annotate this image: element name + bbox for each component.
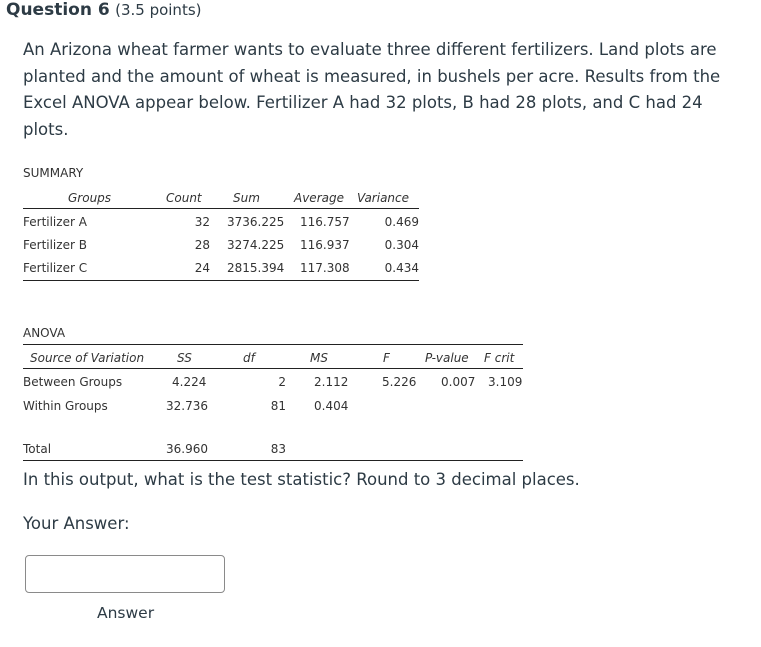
anova-header-source: Source of Variation (30, 351, 145, 365)
table-row: Fertilizer B (23, 238, 87, 252)
summary-cell: 24 (194, 261, 210, 275)
anova-cell: 81 (270, 399, 286, 413)
question-title: Question 6 (6, 0, 110, 20)
table-row: Within Groups (23, 399, 108, 413)
summary-label: SUMMARY (23, 166, 84, 180)
answer-input[interactable] (25, 555, 225, 593)
question-header (6, 0, 202, 20)
question-stem: In this output, what is the test statistic? Round to 3 decimal places. (23, 470, 580, 489)
question-body: An Arizona wheat farmer wants to evaluate three different fertilizers. Land plots are planted and the amount of wheat is measured, in bushels per acre. Results from the Excel ANOVA appear below. Fertilizer A had 32 plots, B had 28 plots, and C had 24 plots. (23, 40, 721, 139)
summary-cell: 0.304 (384, 238, 419, 252)
summary-cell: 117.308 (300, 261, 350, 275)
summary-header-count: Count (166, 191, 202, 205)
summary-cell: 0.434 (384, 261, 419, 275)
summary-cell: 32 (194, 215, 210, 229)
summary-cell: 2815.394 (227, 261, 285, 275)
anova-header-fcrit: F crit (484, 351, 515, 365)
table-row: Fertilizer A (23, 215, 87, 229)
summary-bottom-rule (23, 280, 419, 281)
question-points: (3.5 points) (115, 1, 202, 19)
summary-header-average: Average (294, 191, 344, 205)
anova-top-rule (23, 344, 523, 345)
anova-cell: 32.736 (166, 399, 208, 413)
anova-header-rule (23, 368, 523, 369)
summary-header-variance: Variance (357, 191, 410, 205)
anova-cell: 0.404 (314, 399, 349, 413)
table-row: Total (23, 442, 52, 456)
summary-cell: 116.757 (300, 215, 350, 229)
anova-header-df: df (243, 351, 255, 365)
summary-header-rule (23, 208, 419, 209)
answer-field-label: Answer (97, 604, 155, 622)
table-row: Between Groups (23, 375, 123, 389)
anova-bottom-rule (23, 460, 523, 461)
anova-header-f: F (383, 351, 390, 365)
summary-cell: 3274.225 (227, 238, 285, 252)
anova-header-ss: SS (177, 351, 192, 365)
anova-cell: 2.112 (314, 375, 349, 389)
anova-cell: 3.109 (488, 375, 523, 389)
summary-cell: 3736.225 (227, 215, 285, 229)
anova-header-ms: MS (310, 351, 328, 365)
anova-cell: 0.007 (441, 375, 476, 389)
anova-cell: 36.960 (166, 442, 208, 456)
summary-cell: 28 (194, 238, 210, 252)
your-answer-label: Your Answer: (23, 514, 130, 533)
anova-header-pvalue: P-value (425, 351, 469, 365)
anova-cell: 4.224 (172, 375, 207, 389)
summary-cell: 0.469 (384, 215, 419, 229)
anova-cell: 5.226 (382, 375, 417, 389)
summary-header-groups: Groups (68, 191, 112, 205)
table-row: Fertilizer C (23, 261, 88, 275)
summary-header-sum: Sum (233, 191, 260, 205)
summary-cell: 116.937 (300, 238, 350, 252)
anova-label: ANOVA (23, 326, 66, 340)
anova-cell: 83 (270, 442, 286, 456)
anova-cell: 2 (278, 375, 286, 389)
